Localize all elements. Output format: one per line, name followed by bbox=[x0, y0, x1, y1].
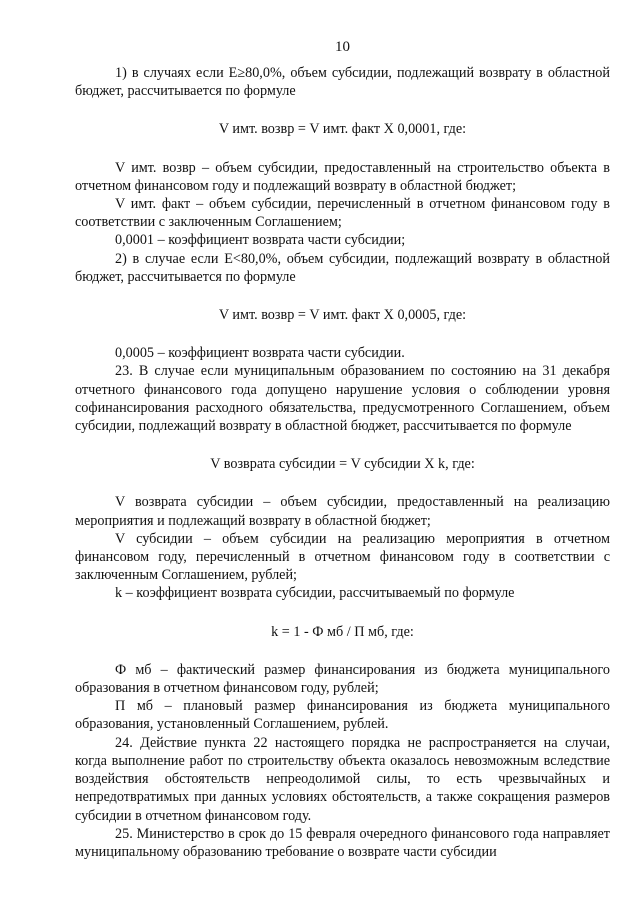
paragraph: V имт. возвр – объем субсидии, предоставленный на строительство объекта в отчетном финансовом году и подлежащий возврату в областной бюджет; bbox=[75, 159, 610, 194]
paragraph: V возврата субсидии – объем субсидии, предоставленный на реализацию мероприятия и подлежащий возврату в областной бюджет; bbox=[75, 494, 610, 529]
paragraph: 2) в случае если Е<80,0%, объем субсидии, подлежащий возврату в областной бюджет, рассчитывается по формуле bbox=[75, 250, 610, 285]
paragraph: V имт. факт – объем субсидии, перечисленный в отчетном финансовом году в соответствии с заключенным Соглашением; bbox=[75, 196, 610, 231]
paragraph: 23. В случае если муниципальным образованием по состоянию на 31 декабря отчетного финансового года допущено нарушение условия о соблюдении уровня софинансирования расходного обязательства, предусмотренного Соглашением, объем субсидии, подлежащий возврату в областной бюджет, рассчитывается по формуле bbox=[75, 363, 610, 435]
paragraph: 0,0005 – коэффициент возврата части субсидии. bbox=[115, 345, 405, 362]
formula: V имт. возвр = V имт. факт Х 0,0005, где: bbox=[218, 307, 467, 324]
formula: V имт. возвр = V имт. факт Х 0,0001, где: bbox=[218, 121, 467, 138]
paragraph: 24. Действие пункта 22 настоящего порядка не распространяется на случаи, когда выполнение работ по строительству объекта оказалось невозможным вследствие воздействия обстоятельств непреодолимой силы, то есть чрезвычайных и непредотвратимых при данных условиях обстоятельств, а также сокращения размеров субсидии в отчетном финансовом году. bbox=[75, 734, 610, 824]
paragraph: k – коэффициент возврата субсидии, рассчитываемый по формуле bbox=[115, 585, 515, 602]
page-number: 10 bbox=[335, 39, 350, 55]
paragraph: П мб – плановый размер финансирования из бюджета муниципального образования, установленный Соглашением, рублей. bbox=[75, 698, 610, 733]
formula: k = 1 - Ф мб / П мб, где: bbox=[271, 623, 414, 640]
paragraph: 25. Министерство в срок до 15 февраля очередного финансового года направляет муниципальному образованию требование о возврате части субсидии bbox=[75, 825, 610, 860]
document-body bbox=[75, 64, 610, 861]
paragraph: Ф мб – фактический размер финансирования из бюджета муниципального образования в отчетном финансовом году, рублей; bbox=[75, 661, 610, 697]
paragraph: 0,0001 – коэффициент возврата части субсидии; bbox=[115, 232, 406, 249]
formula: V возврата субсидии = V субсидии Х k, где: bbox=[210, 456, 475, 473]
paragraph: V субсидии – объем субсидии на реализацию мероприятия в отчетном финансовом году, перечисленный в отчетном финансовом году в соответствии с заключенным Соглашением, рублей; bbox=[75, 530, 610, 584]
paragraph: 1) в случаях если Е≥80,0%, объем субсидии, подлежащий возврату в областной бюджет, рассчитывается по формуле bbox=[75, 65, 610, 100]
